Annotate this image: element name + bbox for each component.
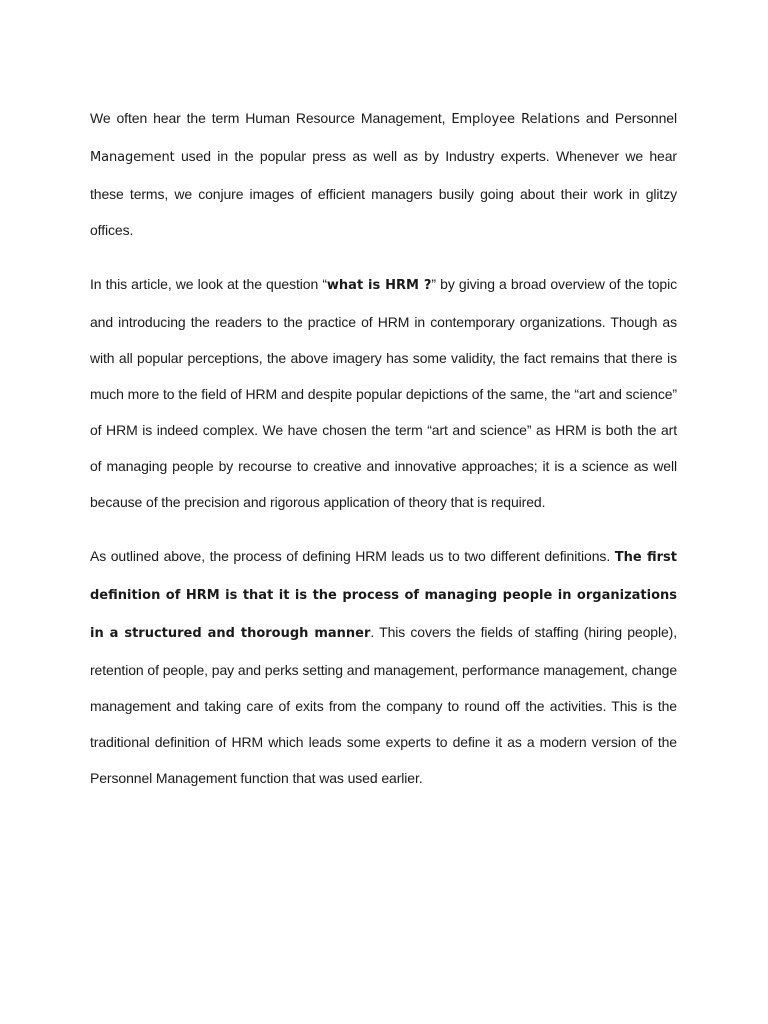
paragraph-overview-text-a: In this article, we look at the question “ (90, 276, 327, 292)
paragraph-overview-text-b: ” by giving a broad overview of the topic and introducing the readers to the practice of HRM in contemporary organizations. Though as with all popular perceptions, the above imagery has some validity, the fact remains that there is much more to the field of HRM and despite popular depictions of the same, the “art and science” of HRM is indeed complex. We have chosen the term “art and science” as HRM is both the art of managing people by recourse to creative and innovative approaches; it is a science as well because of the precision and rigorous application of theory that is required. (90, 276, 677, 510)
paragraph-definitions-bold: The first definition of HRM is that it is the process of managing people in organizations in a structured and thorough manner (90, 550, 677, 641)
paragraph-definitions-text-b: . This covers the fields of staffing (hiring people), retention of people, pay and perks setting and management, performance management, change management and taking care of exits from the company to round off the activities. This is the traditional definition of HRM which leads some experts to define it as a modern version of the Personnel Management function that was used earlier. (90, 624, 678, 786)
paragraph-definitions-text-a: As outlined above, the process of defining HRM leads us to two different definitions. (90, 548, 615, 564)
paragraph-intro-text-a: We often hear the term Human Resource Management, (90, 110, 452, 126)
document-body (90, 100, 677, 814)
paragraph-intro (90, 100, 677, 248)
paragraph-overview (90, 266, 677, 520)
paragraph-intro-text-e: used in the popular press as well as by Industry experts. Whenever we hear these terms, we conjure images of efficient managers busily going about their work in glitzy offices. (90, 148, 677, 238)
paragraph-intro-text-d: Management (90, 150, 175, 165)
paragraph-overview-bold: what is HRM ? (326, 278, 432, 293)
paragraph-intro-text-b: Employee Relations (451, 112, 580, 127)
paragraph-intro-text-c: and Personnel (579, 110, 678, 126)
paragraph-definitions (90, 538, 677, 796)
